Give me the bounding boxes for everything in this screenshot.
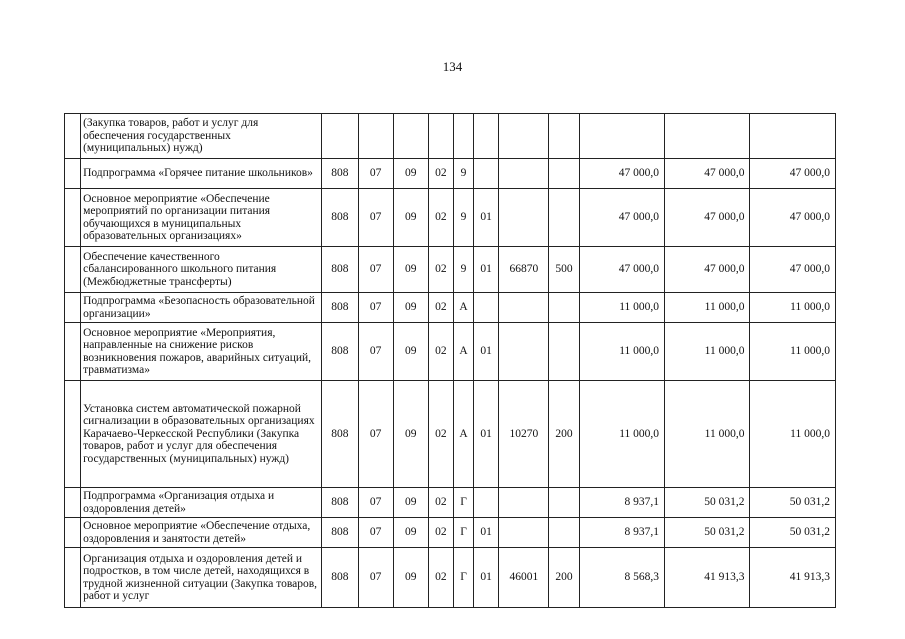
code-ministry-cell: 808 bbox=[322, 189, 358, 247]
amount-year1-cell: 8 937,1 bbox=[579, 488, 664, 518]
code-expense-type-cell: 200 bbox=[549, 548, 579, 608]
amount-year1-cell: 47 000,0 bbox=[579, 159, 664, 189]
table-row bbox=[65, 293, 836, 323]
item-name-cell: (Закупка товаров, работ и услуг для обеспечения государственных (муниципальных) нужд) bbox=[81, 114, 322, 159]
blank-cell bbox=[65, 247, 81, 293]
code-activity-cell: 01 bbox=[474, 323, 499, 381]
blank-cell bbox=[65, 159, 81, 189]
code-section-cell: 07 bbox=[358, 159, 393, 189]
item-name-cell: Подпрограмма «Безопасность образовательной организации» bbox=[81, 293, 322, 323]
blank-cell bbox=[65, 518, 81, 548]
code-direction-cell bbox=[499, 293, 549, 323]
blank-cell bbox=[65, 189, 81, 247]
amount-year3-cell bbox=[750, 114, 836, 159]
code-ministry-cell: 808 bbox=[322, 159, 358, 189]
amount-year3-cell: 47 000,0 bbox=[750, 159, 836, 189]
code-activity-cell: 01 bbox=[474, 518, 499, 548]
code-program-cell bbox=[428, 114, 453, 159]
amount-year1-cell: 8 937,1 bbox=[579, 518, 664, 548]
code-direction-cell bbox=[499, 518, 549, 548]
blank-cell bbox=[65, 323, 81, 381]
code-activity-cell: 01 bbox=[474, 189, 499, 247]
code-ministry-cell: 808 bbox=[322, 548, 358, 608]
table-row bbox=[65, 323, 836, 381]
table-row bbox=[65, 381, 836, 488]
amount-year3-cell: 47 000,0 bbox=[750, 247, 836, 293]
blank-cell bbox=[65, 548, 81, 608]
amount-year1-cell bbox=[579, 114, 664, 159]
code-section-cell: 07 bbox=[358, 293, 393, 323]
code-program-cell: 02 bbox=[428, 323, 453, 381]
code-expense-type-cell bbox=[549, 293, 579, 323]
code-activity-cell: 01 bbox=[474, 381, 499, 488]
amount-year2-cell: 50 031,2 bbox=[665, 518, 750, 548]
code-program-cell: 02 bbox=[428, 548, 453, 608]
code-section-cell: 07 bbox=[358, 247, 393, 293]
amount-year1-cell: 8 568,3 bbox=[579, 548, 664, 608]
code-subsection-cell: 09 bbox=[393, 488, 428, 518]
blank-cell bbox=[65, 488, 81, 518]
code-program-cell: 02 bbox=[428, 488, 453, 518]
table-row bbox=[65, 247, 836, 293]
code-subsection-cell: 09 bbox=[393, 247, 428, 293]
table-row bbox=[65, 518, 836, 548]
table-row bbox=[65, 159, 836, 189]
code-subsection-cell: 09 bbox=[393, 323, 428, 381]
code-section-cell bbox=[358, 114, 393, 159]
code-ministry-cell bbox=[322, 114, 358, 159]
page-number: 134 bbox=[442, 59, 463, 74]
code-ministry-cell: 808 bbox=[322, 293, 358, 323]
item-name-cell: Подпрограмма «Организация отдыха и оздоровления детей» bbox=[81, 488, 322, 518]
item-name-cell: Основное мероприятие «Мероприятия, направленные на снижение рисков возникновения пожаров, аварийных ситуаций, травматизма» bbox=[81, 323, 322, 381]
code-section-cell: 07 bbox=[358, 548, 393, 608]
code-subsection-cell: 09 bbox=[393, 189, 428, 247]
amount-year3-cell: 47 000,0 bbox=[750, 189, 836, 247]
code-program-cell: 02 bbox=[428, 518, 453, 548]
budget-table bbox=[64, 113, 836, 608]
code-direction-cell: 10270 bbox=[499, 381, 549, 488]
code-expense-type-cell bbox=[549, 488, 579, 518]
amount-year1-cell: 47 000,0 bbox=[579, 247, 664, 293]
code-direction-cell: 66870 bbox=[499, 247, 549, 293]
code-program-cell: 02 bbox=[428, 159, 453, 189]
code-expense-type-cell bbox=[549, 323, 579, 381]
code-subprogram-cell bbox=[453, 114, 473, 159]
table-row bbox=[65, 548, 836, 608]
amount-year2-cell: 47 000,0 bbox=[665, 159, 750, 189]
code-activity-cell: 01 bbox=[474, 247, 499, 293]
code-activity-cell bbox=[474, 488, 499, 518]
amount-year1-cell: 11 000,0 bbox=[579, 293, 664, 323]
code-program-cell: 02 bbox=[428, 381, 453, 488]
amount-year2-cell: 11 000,0 bbox=[665, 381, 750, 488]
item-name-cell: Обеспечение качественного сбалансированного школьного питания (Межбюджетные трансферты) bbox=[81, 247, 322, 293]
amount-year2-cell bbox=[665, 114, 750, 159]
code-expense-type-cell bbox=[549, 189, 579, 247]
code-section-cell: 07 bbox=[358, 189, 393, 247]
code-subprogram-cell: Г bbox=[453, 488, 473, 518]
code-subprogram-cell: 9 bbox=[453, 189, 473, 247]
code-subprogram-cell: Г bbox=[453, 518, 473, 548]
code-subprogram-cell: А bbox=[453, 323, 473, 381]
table-row bbox=[65, 488, 836, 518]
amount-year3-cell: 11 000,0 bbox=[750, 293, 836, 323]
code-section-cell: 07 bbox=[358, 518, 393, 548]
item-name-cell: Основное мероприятие «Обеспечение мероприятий по организации питания обучающихся в муниципальных образовательных организациях» bbox=[81, 189, 322, 247]
code-subprogram-cell: А bbox=[453, 381, 473, 488]
code-program-cell: 02 bbox=[428, 293, 453, 323]
code-subprogram-cell: 9 bbox=[453, 159, 473, 189]
code-subprogram-cell: А bbox=[453, 293, 473, 323]
code-expense-type-cell bbox=[549, 518, 579, 548]
blank-cell bbox=[65, 114, 81, 159]
code-activity-cell bbox=[474, 293, 499, 323]
table-row bbox=[65, 114, 836, 159]
amount-year2-cell: 47 000,0 bbox=[665, 189, 750, 247]
code-expense-type-cell: 200 bbox=[549, 381, 579, 488]
code-subsection-cell: 09 bbox=[393, 159, 428, 189]
amount-year2-cell: 50 031,2 bbox=[665, 488, 750, 518]
item-name-cell: Подпрограмма «Горячее питание школьников» bbox=[81, 159, 322, 189]
amount-year3-cell: 50 031,2 bbox=[750, 488, 836, 518]
code-expense-type-cell bbox=[549, 159, 579, 189]
code-direction-cell bbox=[499, 114, 549, 159]
amount-year3-cell: 50 031,2 bbox=[750, 518, 836, 548]
code-subprogram-cell: 9 bbox=[453, 247, 473, 293]
amount-year3-cell: 11 000,0 bbox=[750, 323, 836, 381]
code-section-cell: 07 bbox=[358, 488, 393, 518]
code-direction-cell bbox=[499, 488, 549, 518]
code-section-cell: 07 bbox=[358, 381, 393, 488]
item-name-cell: Организация отдыха и оздоровления детей и подростков, в том числе детей, находящихся в трудной жизненной ситуации (Закупка товаров, работ и услуг bbox=[81, 548, 322, 608]
code-subsection-cell: 09 bbox=[393, 518, 428, 548]
code-ministry-cell: 808 bbox=[322, 381, 358, 488]
code-activity-cell bbox=[474, 114, 499, 159]
amount-year3-cell: 41 913,3 bbox=[750, 548, 836, 608]
code-direction-cell bbox=[499, 323, 549, 381]
code-activity-cell bbox=[474, 159, 499, 189]
code-ministry-cell: 808 bbox=[322, 247, 358, 293]
code-program-cell: 02 bbox=[428, 189, 453, 247]
code-activity-cell: 01 bbox=[474, 548, 499, 608]
amount-year1-cell: 47 000,0 bbox=[579, 189, 664, 247]
amount-year2-cell: 47 000,0 bbox=[665, 247, 750, 293]
code-direction-cell bbox=[499, 189, 549, 247]
code-subprogram-cell: Г bbox=[453, 548, 473, 608]
amount-year2-cell: 11 000,0 bbox=[665, 293, 750, 323]
blank-cell bbox=[65, 381, 81, 488]
amount-year1-cell: 11 000,0 bbox=[579, 381, 664, 488]
code-program-cell: 02 bbox=[428, 247, 453, 293]
item-name-cell: Установка систем автоматической пожарной сигнализации в образовательных организациях Карачаево-Черкесской Республики (Закупка товаров, работ и услуг для обеспечения государственных (муниципальных) нужд) bbox=[81, 381, 322, 488]
blank-cell bbox=[65, 293, 81, 323]
table-row bbox=[65, 189, 836, 247]
code-expense-type-cell: 500 bbox=[549, 247, 579, 293]
amount-year2-cell: 11 000,0 bbox=[665, 323, 750, 381]
code-ministry-cell: 808 bbox=[322, 518, 358, 548]
code-direction-cell: 46001 bbox=[499, 548, 549, 608]
code-expense-type-cell bbox=[549, 114, 579, 159]
amount-year2-cell: 41 913,3 bbox=[665, 548, 750, 608]
code-subsection-cell bbox=[393, 114, 428, 159]
code-direction-cell bbox=[499, 159, 549, 189]
amount-year3-cell: 11 000,0 bbox=[750, 381, 836, 488]
amount-year1-cell: 11 000,0 bbox=[579, 323, 664, 381]
code-section-cell: 07 bbox=[358, 323, 393, 381]
item-name-cell: Основное мероприятие «Обеспечение отдыха, оздоровления и занятости детей» bbox=[81, 518, 322, 548]
code-subsection-cell: 09 bbox=[393, 548, 428, 608]
code-subsection-cell: 09 bbox=[393, 293, 428, 323]
code-ministry-cell: 808 bbox=[322, 488, 358, 518]
code-subsection-cell: 09 bbox=[393, 381, 428, 488]
code-ministry-cell: 808 bbox=[322, 323, 358, 381]
